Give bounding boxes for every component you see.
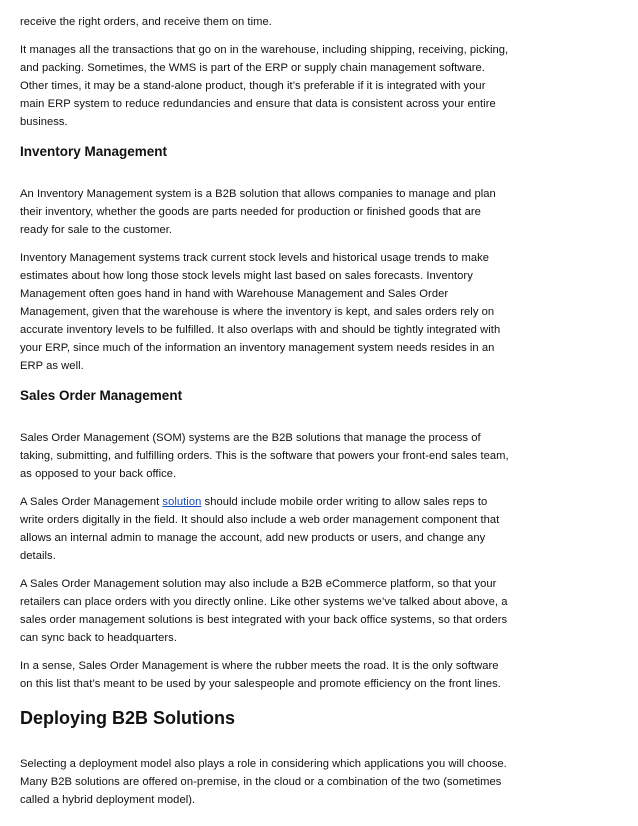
- sales-order-paragraph-1: Sales Order Management (SOM) systems are the B2B solutions that manage the process of taking, submitting, and fulfilling orders. This is the software that powers your front-end sales team, as opposed to your back office.: [20, 432, 509, 480]
- inventory-paragraph-1: An Inventory Management system is a B2B solution that allows companies to manage and plan their inventory, whether the goods are parts needed for production or finished goods that are ready for sale to the customer.: [20, 188, 496, 236]
- deploying-b2b-solutions-heading: Deploying B2B Solutions: [20, 708, 236, 728]
- solution-link[interactable]: solution: [162, 496, 202, 508]
- inventory-management-heading: Inventory Management: [20, 144, 168, 159]
- intro-tail-paragraph: receive the right orders, and receive them on time.: [20, 16, 272, 28]
- article-body: [20, 13, 512, 809]
- deploying-paragraph-1: Selecting a deployment model also plays a role in considering which applications you will choose. Many B2B solutions are offered on-premise, in the cloud or a combination of the two (sometimes called a hybrid deployment model).: [20, 758, 507, 806]
- wms-paragraph: It manages all the transactions that go on in the warehouse, including shipping, receiving, picking, and packing. Sometimes, the WMS is part of the ERP or supply chain management software. Other times, it may be a stand-alone product, though it’s preferable if it is integrated with your main ERP system to reduce redundancies and ensure that data is consistent across your entire business.: [20, 44, 509, 128]
- sales-order-paragraph-3: A Sales Order Management solution may also include a B2B eCommerce platform, so that your retailers can place orders with you directly online. Like other systems we’ve talked about above, a sales order management solutions is best integrated with your back office systems, so that orders can sync back to headquarters.: [20, 578, 508, 644]
- inventory-paragraph-2: Inventory Management systems track current stock levels and historical usage trends to make estimates about how long those stock levels might last based on sales forecasts. Inventory Management often goes hand in hand with Warehouse Management and Sales Order Management, given that the warehouse is where the inventory is kept, and sales orders rely on accurate inventory levels to be fulfilled. It also overlaps with and should be tightly integrated with your ERP, since much of the information an inventory management system needs resides in an ERP as well.: [20, 252, 501, 372]
- sales-order-paragraph-2-after-link: should include mobile order writing to allow sales reps to write orders digitally in the field. It should also include a web order management component that allows an internal admin to manage the account, add new products or users, and change any details.: [20, 496, 500, 562]
- sales-order-paragraph-2: [20, 493, 512, 565]
- sales-order-management-heading: Sales Order Management: [20, 388, 183, 403]
- sales-order-paragraph-2-before-link: A Sales Order Management: [20, 496, 163, 508]
- sales-order-paragraph-4: In a sense, Sales Order Management is where the rubber meets the road. It is the only software on this list that’s meant to be used by your salespeople and promote efficiency on the front lines.: [20, 660, 501, 690]
